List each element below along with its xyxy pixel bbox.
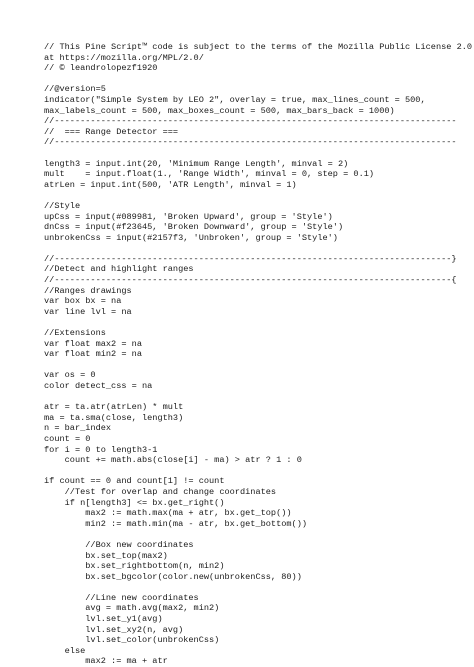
code-line: unbrokenCss = input(#2157f3, 'Unbroken', group = 'Style') <box>44 232 338 243</box>
code-line: //Extensions <box>44 328 106 339</box>
code-line: //Detect and highlight ranges <box>44 264 194 275</box>
code-line: max_labels_count = 500, max_boxes_count = 500, max_bars_back = 1000) <box>44 105 395 116</box>
code-line <box>44 466 472 477</box>
code-line <box>44 360 472 371</box>
code-line <box>44 582 472 593</box>
code-line: //Ranges drawings <box>44 285 132 296</box>
code-line <box>44 74 472 85</box>
code-line: //Line new coordinates <box>44 592 199 603</box>
code-line <box>44 243 472 254</box>
code-line: //@version=5 <box>44 84 106 95</box>
code-line: var float min2 = na <box>44 349 142 360</box>
code-line: upCss = input(#089981, 'Broken Upward', group = 'Style') <box>44 211 333 222</box>
code-line: n = bar_index <box>44 423 112 434</box>
code-line: //Box new coordinates <box>44 539 194 550</box>
code-line <box>44 529 472 540</box>
code-line <box>44 148 472 159</box>
code-line: max2 := math.max(ma + atr, bx.get_top()) <box>44 508 292 519</box>
code-line: count = 0 <box>44 433 91 444</box>
code-line: bx.set_rightbottom(n, min2) <box>44 561 225 572</box>
code-line: mult = input.float(1., 'Range Width', minval = 0, step = 0.1) <box>44 169 375 180</box>
code-line <box>44 392 472 403</box>
code-line: atr = ta.atr(atrLen) * mult <box>44 402 184 413</box>
code-line: var os = 0 <box>44 370 96 381</box>
code-line: // © leandrolopezf1920 <box>44 63 158 74</box>
code-line: bx.set_top(max2) <box>44 550 168 561</box>
code-line: //------------------------------------------------------------------------------ <box>44 137 457 148</box>
code-line: atrLen = input.int(500, 'ATR Length', minval = 1) <box>44 179 297 190</box>
code-line: else <box>44 645 86 656</box>
code-line: length3 = input.int(20, 'Minimum Range Length', minval = 2) <box>44 158 349 169</box>
code-line: // === Range Detector === <box>44 126 179 137</box>
code-line: //-----------------------------------------------------------------------------} <box>44 253 457 264</box>
code-line: indicator("Simple System by LEO 2", overlay = true, max_lines_count = 500, <box>44 94 426 105</box>
code-line: avg = math.avg(max2, min2) <box>44 603 220 614</box>
code-line: if n[length3] <= bx.get_right() <box>44 497 225 508</box>
code-line: dnCss = input(#f23645, 'Broken Downward', group = 'Style') <box>44 222 344 233</box>
code-line: //------------------------------------------------------------------------------ <box>44 116 457 127</box>
code-line: bx.set_bgcolor(color.new(unbrokenCss, 80)) <box>44 571 302 582</box>
code-line: //Test for overlap and change coordinates <box>44 486 277 497</box>
code-line: lvl.set_color(unbrokenCss) <box>44 635 220 646</box>
code-line: for i = 0 to length3-1 <box>44 444 158 455</box>
code-line <box>44 190 472 201</box>
code-line: var float max2 = na <box>44 338 142 349</box>
code-line: at https://mozilla.org/MPL/2.0/ <box>44 52 204 63</box>
code-line <box>44 317 472 328</box>
code-line: lvl.set_y1(avg) <box>44 614 163 625</box>
code-line: if count == 0 and count[1] != count <box>44 476 225 487</box>
code-block <box>44 42 472 667</box>
code-line: //-----------------------------------------------------------------------------{ <box>44 275 457 286</box>
code-line: // This Pine Script™ code is subject to the terms of the Mozilla Public License 2.0 <box>44 42 473 52</box>
code-line: ma = ta.sma(close, length3) <box>44 412 184 423</box>
code-line: //Style <box>44 200 81 211</box>
code-line: count += math.abs(close[i] - ma) > atr ? 1 : 0 <box>44 455 302 466</box>
code-line: color detect_css = na <box>44 381 153 391</box>
code-line: max2 := ma + atr <box>44 656 168 667</box>
code-line: min2 := math.min(ma - atr, bx.get_bottom()) <box>44 518 308 529</box>
code-line: var box bx = na <box>44 296 122 307</box>
code-line: var line lvl = na <box>44 306 132 317</box>
code-line: lvl.set_xy2(n, avg) <box>44 624 184 635</box>
